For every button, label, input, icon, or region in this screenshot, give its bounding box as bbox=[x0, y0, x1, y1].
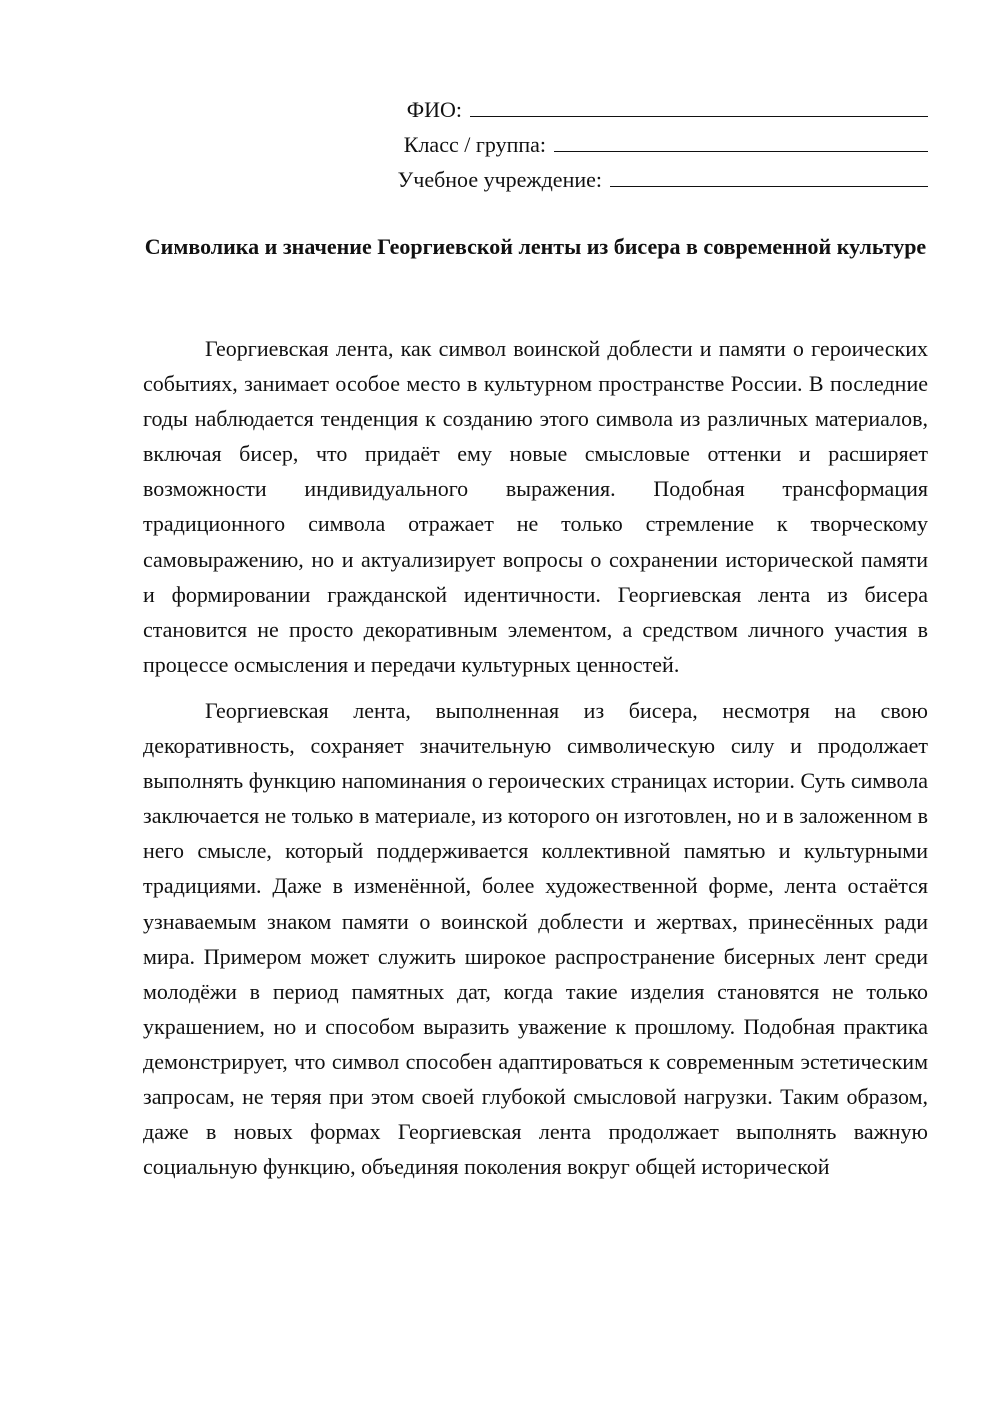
class-blank-line[interactable] bbox=[554, 129, 928, 152]
document-title: Символика и значение Георгиевской ленты из бисера в современной культуре bbox=[144, 234, 927, 259]
school-label: Учебное учреждение: bbox=[397, 167, 602, 192]
document-body bbox=[143, 331, 928, 1195]
student-info-header bbox=[340, 92, 928, 197]
class-line bbox=[340, 127, 928, 162]
fio-label: ФИО: bbox=[406, 97, 462, 122]
class-label: Класс / группа: bbox=[403, 132, 546, 157]
school-blank-line[interactable] bbox=[610, 164, 928, 187]
fio-line bbox=[340, 92, 928, 127]
paragraph-1: Георгиевская лента, как символ воинской доблести и памяти о героических событиях, занимает особое место в культурном пространстве России. В последние годы наблюдается тенденция к созданию этого символа из различных материалов, включая бисер, что придаёт ему новые смысловые оттенки и расширяет возможности индивидуального выражения. Подобная трансформация традиционного символа отражает не только стремление к творческому самовыражению, но и актуализирует вопросы о сохранении исторической памяти и формировании гражданской идентичности. Георгиевская лента из бисера становится не просто декоративным элементом, а средством личного участия в процессе осмысления и передачи культурных ценностей. bbox=[143, 336, 928, 677]
fio-blank-line[interactable] bbox=[470, 94, 928, 117]
paragraph-2: Георгиевская лента, выполненная из бисера, несмотря на свою декоративность, сохраняет значительную символическую силу и продолжает выполнять функцию напоминания о героических страницах истории. Суть символа заключается не только в материале, из которого он изготовлен, но и в заложенном в него смысле, который поддерживается коллективной памятью и культурными традициями. Даже в изменённой, более художественной форме, лента остаётся узнаваемым знаком памяти о воинской доблести и жертвах, принесённых ради мира. Примером может служить широкое распространение бисерных лент среди молодёжи в период памятных дат, когда такие изделия становятся не только украшением, но и способом выразить уважение к прошлому. Подобная практика демонстрирует, что символ способен адаптироваться к современным эстетическим запросам, не теряя при этом своей глубокой смысловой нагрузки. Таким образом, даже в новых формах Георгиевская лента продолжает выполнять важную социальную функцию, объединяя поколения вокруг общей исторической bbox=[143, 697, 928, 1180]
school-line bbox=[340, 162, 928, 197]
